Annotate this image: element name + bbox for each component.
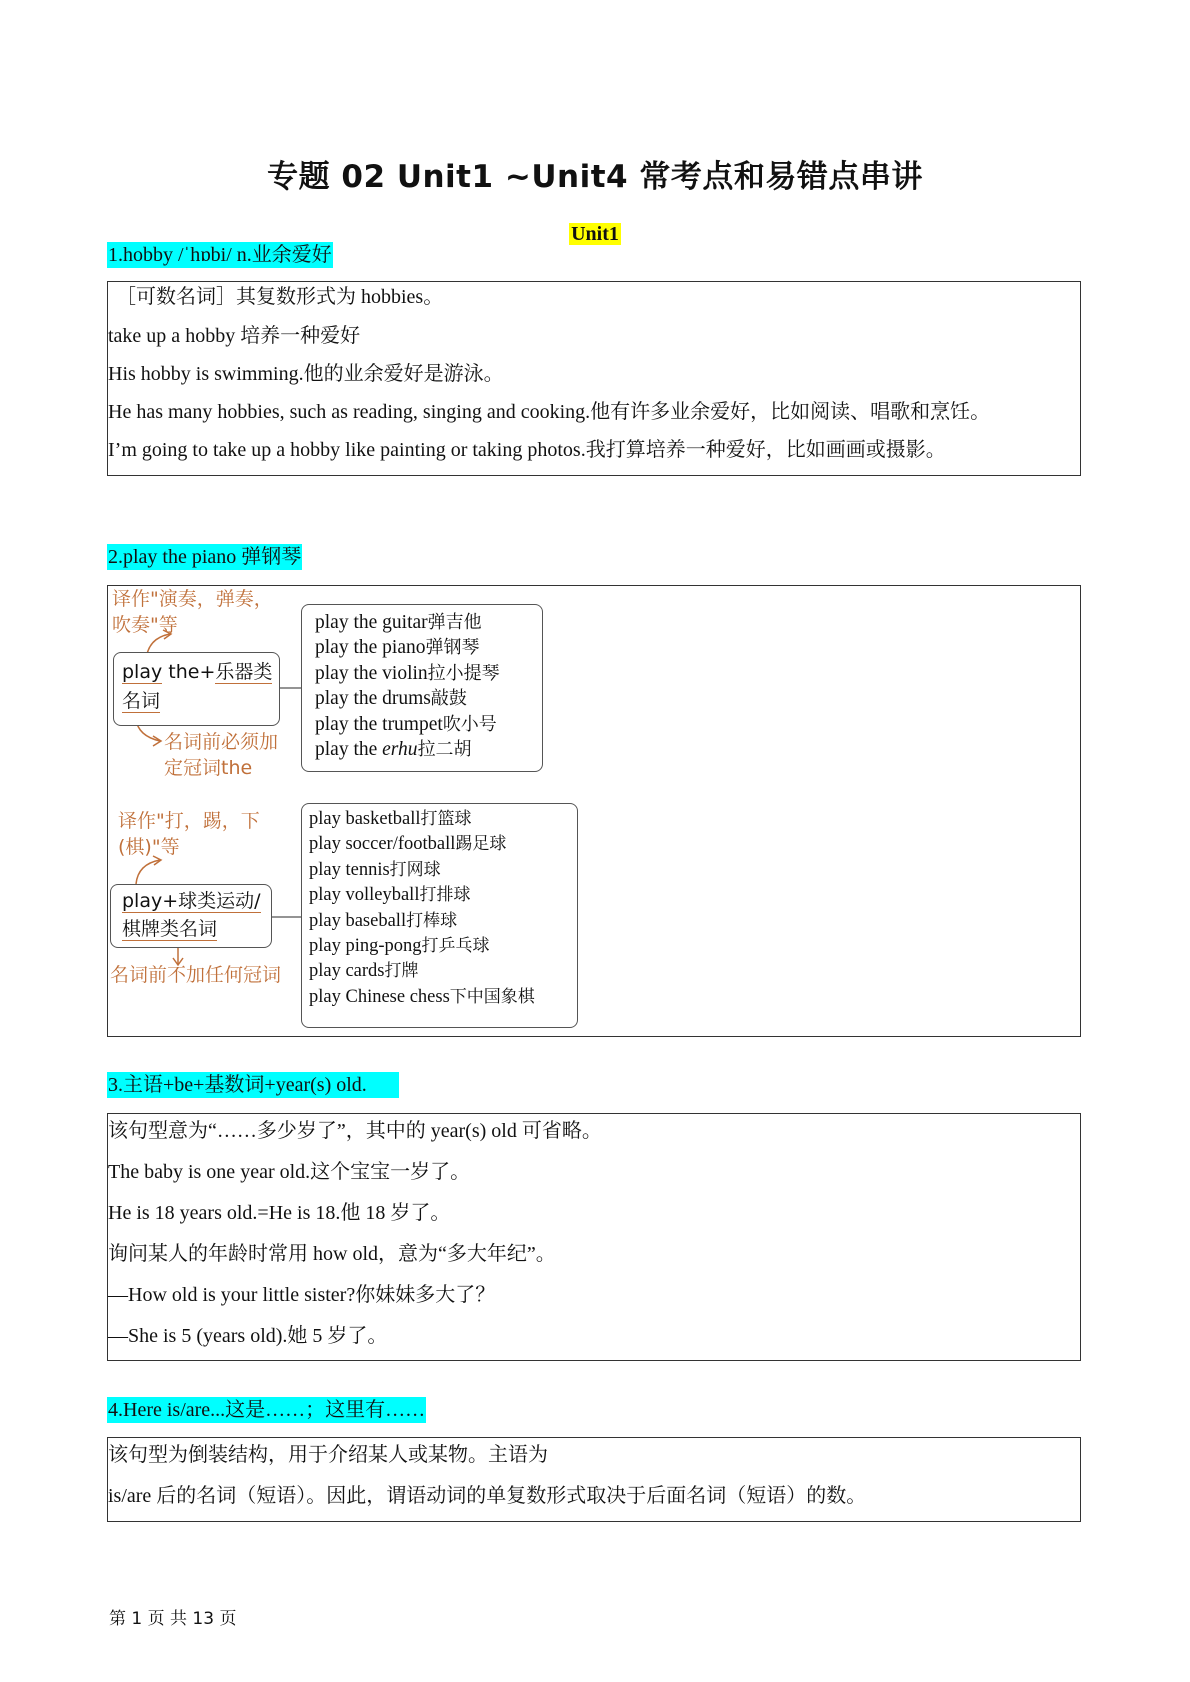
sport-item: play ping-pong打乒乓球 [309,936,490,957]
formula-instrument-line1: play the+乐器类 [122,661,273,683]
sport-item: play volleyball打排球 [309,885,471,906]
sport-item: play Chinese chess下中国象棋 [309,986,535,1007]
annotation-translate-play-sport: 译作"打，踢，下 [118,810,260,832]
sport-item: play baseball打棒球 [309,910,458,931]
instrument-list [315,610,500,762]
instrument-item: play the drums敲鼓 [315,688,467,710]
section-3-line: The baby is one year old.这个宝宝一岁了。 [108,1161,471,1183]
formula-instrument-line2: 名词 [122,690,161,712]
section-4-line: 该句型为倒装结构，用于介绍某人或某物。主语为 [108,1444,548,1466]
instrument-item: play the erhu拉二胡 [315,739,472,761]
section-3-heading: 3.主语+be+基数词+year(s) old. [107,1072,399,1098]
unit-label: Unit1 [571,223,619,245]
annotation-translate-play-sport: (棋)"等 [118,836,180,858]
sport-list [309,807,535,1010]
section-1-line: take up a hobby 培养一种爱好 [108,325,361,347]
page-footer: 第 1 页 共 13 页 [109,1609,237,1629]
sport-item: play basketball打篮球 [309,809,472,829]
sport-item: play soccer/football踢足球 [309,834,507,855]
section-1-line: His hobby is swimming.他的业余爱好是游泳。 [108,363,504,385]
sport-item: play tennis打网球 [309,859,441,880]
section-4-heading: 4.Here is/are...这是……；这里有…… [108,1399,426,1421]
formula-sport-line1: play+球类运动/ [122,890,261,912]
section-2-heading: 2.play the piano 弹钢琴 [108,546,302,568]
annotation-article-required: 定冠词the [164,757,253,779]
annotation-translate-play: 译作"演奏，弹奏， [112,588,273,610]
formula-sport-line2: 棋牌类名词 [122,918,218,940]
section-4-box [107,1437,1081,1522]
instrument-item: play the trumpet吹小号 [315,713,497,735]
section-3-line: 该句型意为“……多少岁了”，其中的 year(s) old 可省略。 [108,1120,602,1142]
section-2-box [107,585,1081,1037]
section-4-line: is/are 后的名词（短语）。因此，谓语动词的单复数形式取决于后面名词（短语）的数。 [108,1485,867,1507]
section-1-box [107,281,1081,476]
section-3-line: 询问某人的年龄时常用 how old，意为“多大年纪”。 [108,1243,556,1265]
instrument-item: play the violin拉小提琴 [315,662,500,684]
annotation-article-required: 名词前必须加 [164,731,279,753]
instrument-item: play the guitar弹吉他 [315,612,482,633]
annotation-translate-play: 吹奏"等 [112,614,178,636]
section-1-line: He has many hobbies, such as reading, singing and cooking.他有许多业余爱好，比如阅读、唱歌和烹饪。 [108,401,991,423]
section-3-line: —She is 5 (years old).她 5 岁了。 [108,1325,388,1347]
section-3-line: —How old is your little sister?你妹妹多大了？ [108,1284,496,1306]
section-1-line: ［可数名词］其复数形式为 hobbies。 [116,286,444,308]
page-title: 专题 02 Unit1 ~Unit4 常考点和易错点串讲 [267,159,923,195]
section-3-line: He is 18 years old.=He is 18.他 18 岁了。 [108,1202,451,1224]
section-1-line: I’m going to take up a hobby like painting or taking photos.我打算培养一种爱好，比如画画或摄影。 [108,439,946,461]
sport-item: play cards打牌 [309,961,419,982]
annotation-no-article: 名词前不加任何冠词 [110,964,282,986]
instrument-item: play the piano弹钢琴 [315,637,480,659]
section-1-heading: 1.hobby /ˈhɒbi/ n.业余爱好 [108,244,332,266]
section-3-box [107,1113,1081,1361]
